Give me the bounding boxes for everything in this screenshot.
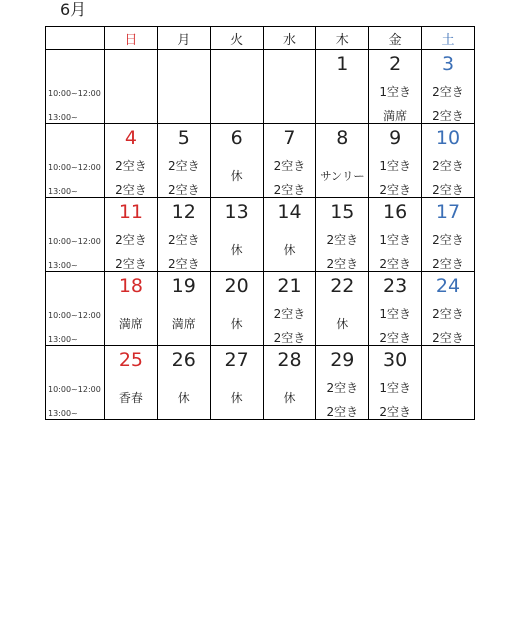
day-cell (263, 346, 316, 420)
morning-status: 2空き (115, 233, 147, 247)
day-cell (263, 124, 316, 198)
day-status: 休 (283, 243, 296, 257)
week-row (46, 272, 475, 346)
day-cell (210, 50, 263, 124)
day-cell (105, 50, 158, 124)
month-title: 6月 (60, 0, 87, 19)
day-cell (105, 346, 158, 420)
day-status: 休 (230, 317, 243, 331)
day-cell (157, 198, 210, 272)
weekday-sat: 土 (422, 27, 475, 50)
afternoon-status: 2空き (273, 183, 306, 197)
morning-status: 1空き (379, 381, 411, 395)
morning-status: 2空き (115, 159, 147, 173)
day-number: 17 (435, 201, 461, 223)
day-status: 休 (230, 169, 243, 183)
day-number: 3 (441, 53, 455, 75)
morning-status: 2空き (432, 233, 464, 247)
morning-time-label: 10:00~12:00 (48, 89, 101, 98)
afternoon-status: 2空き (379, 331, 411, 345)
afternoon-status: 2空き (115, 183, 147, 197)
morning-status: 2空き (167, 233, 200, 247)
day-cell (369, 272, 422, 346)
day-cell (316, 50, 369, 124)
afternoon-status: 2空き (167, 257, 200, 271)
afternoon-time-label: 13:00~ (48, 335, 78, 344)
day-number: 1 (336, 53, 349, 75)
afternoon-time-label: 13:00~ (48, 409, 78, 418)
morning-status: 2空き (273, 159, 306, 173)
morning-time-label: 10:00~12:00 (48, 385, 101, 394)
day-number: 5 (177, 127, 190, 149)
weekday-sun: 日 (105, 27, 158, 50)
day-cell (105, 124, 158, 198)
day-number: 26 (171, 349, 196, 371)
day-number: 11 (118, 201, 144, 223)
morning-status: 1空き (379, 233, 411, 247)
day-number: 10 (435, 127, 461, 149)
day-number: 12 (171, 201, 196, 223)
day-number: 21 (277, 275, 302, 297)
weekday-header-row (46, 27, 475, 50)
day-number: 15 (330, 201, 355, 223)
day-cell (210, 198, 263, 272)
day-cell (369, 198, 422, 272)
morning-time-label: 10:00~12:00 (48, 163, 101, 172)
day-cell (316, 124, 369, 198)
morning-status: 2空き (432, 159, 464, 173)
morning-status: 2空き (326, 233, 359, 247)
day-status: 満席 (171, 317, 196, 331)
weekday-wed: 水 (263, 27, 316, 50)
day-cell (263, 198, 316, 272)
afternoon-status: 2空き (115, 257, 147, 271)
afternoon-status: 2空き (432, 183, 464, 197)
afternoon-status: 2空き (432, 109, 464, 123)
calendar-table (45, 26, 475, 420)
morning-status: 1空き (379, 307, 411, 321)
day-cell (157, 346, 210, 420)
day-cell (369, 50, 422, 124)
day-cell (263, 50, 316, 124)
time-label-cell (46, 346, 105, 420)
day-status: 休 (177, 391, 190, 405)
time-label-cell (46, 272, 105, 346)
day-cell (422, 272, 475, 346)
afternoon-status: 2空き (379, 183, 411, 197)
day-cell (422, 346, 475, 420)
afternoon-status: 2空き (167, 183, 200, 197)
day-cell (157, 124, 210, 198)
day-number: 28 (277, 349, 302, 371)
morning-status: 1空き (379, 85, 411, 99)
day-status: 休 (230, 391, 243, 405)
afternoon-status: 2空き (273, 331, 306, 345)
day-number: 24 (435, 275, 461, 297)
corner-cell (46, 27, 105, 50)
day-cell (157, 50, 210, 124)
afternoon-status: 2空き (326, 257, 359, 271)
morning-status: 2空き (326, 381, 359, 395)
afternoon-time-label: 13:00~ (48, 113, 78, 122)
day-number: 27 (224, 349, 249, 371)
afternoon-status: 2空き (379, 257, 411, 271)
afternoon-time-label: 13:00~ (48, 261, 78, 270)
day-cell (263, 272, 316, 346)
day-number: 7 (283, 127, 296, 149)
day-cell (422, 124, 475, 198)
afternoon-time-label: 13:00~ (48, 187, 78, 196)
afternoon-status: 2空き (379, 405, 411, 419)
morning-status: 2空き (432, 85, 464, 99)
day-cell (210, 124, 263, 198)
day-cell (105, 272, 158, 346)
day-cell (105, 198, 158, 272)
morning-status: 2空き (273, 307, 306, 321)
day-cell (422, 198, 475, 272)
weekday-fri: 金 (369, 27, 422, 50)
day-cell (316, 272, 369, 346)
weekday-thu: 木 (316, 27, 369, 50)
day-number: 30 (383, 349, 408, 371)
day-status: 休 (230, 243, 243, 257)
day-number: 6 (230, 127, 243, 149)
day-number: 23 (383, 275, 408, 297)
time-label-cell (46, 50, 105, 124)
day-cell (210, 346, 263, 420)
morning-status: 2空き (432, 307, 464, 321)
day-cell (369, 124, 422, 198)
day-number: 20 (224, 275, 249, 297)
day-status: 休 (336, 317, 349, 331)
weekday-mon: 月 (157, 27, 210, 50)
day-number: 19 (171, 275, 196, 297)
afternoon-status: 2空き (432, 257, 464, 271)
day-number: 13 (224, 201, 249, 223)
day-cell (369, 346, 422, 420)
day-number: 22 (330, 275, 355, 297)
day-number: 9 (389, 127, 402, 149)
day-status: 香春 (118, 391, 143, 405)
day-number: 25 (118, 349, 144, 371)
day-cell (422, 50, 475, 124)
morning-time-label: 10:00~12:00 (48, 311, 101, 320)
day-number: 2 (389, 53, 402, 75)
week-row (46, 198, 475, 272)
weekday-tue: 火 (210, 27, 263, 50)
day-number: 18 (118, 275, 144, 297)
day-number: 4 (124, 127, 137, 149)
day-number: 8 (336, 127, 349, 149)
day-number: 29 (330, 349, 355, 371)
day-cell (210, 272, 263, 346)
afternoon-status: 満席 (383, 109, 408, 123)
week-row (46, 346, 475, 420)
day-status: サンリー (320, 169, 365, 183)
week-row (46, 50, 475, 124)
morning-status: 2空き (167, 159, 200, 173)
time-label-cell (46, 198, 105, 272)
afternoon-status: 2空き (326, 405, 359, 419)
day-number: 16 (383, 201, 408, 223)
week-row (46, 124, 475, 198)
afternoon-status: 2空き (432, 331, 464, 345)
time-label-cell (46, 124, 105, 198)
calendar-body (46, 50, 475, 420)
morning-status: 1空き (379, 159, 411, 173)
day-status: 休 (283, 391, 296, 405)
day-cell (316, 346, 369, 420)
morning-time-label: 10:00~12:00 (48, 237, 101, 246)
day-cell (316, 198, 369, 272)
day-cell (157, 272, 210, 346)
day-status: 満席 (118, 317, 143, 331)
day-number: 14 (277, 201, 302, 223)
